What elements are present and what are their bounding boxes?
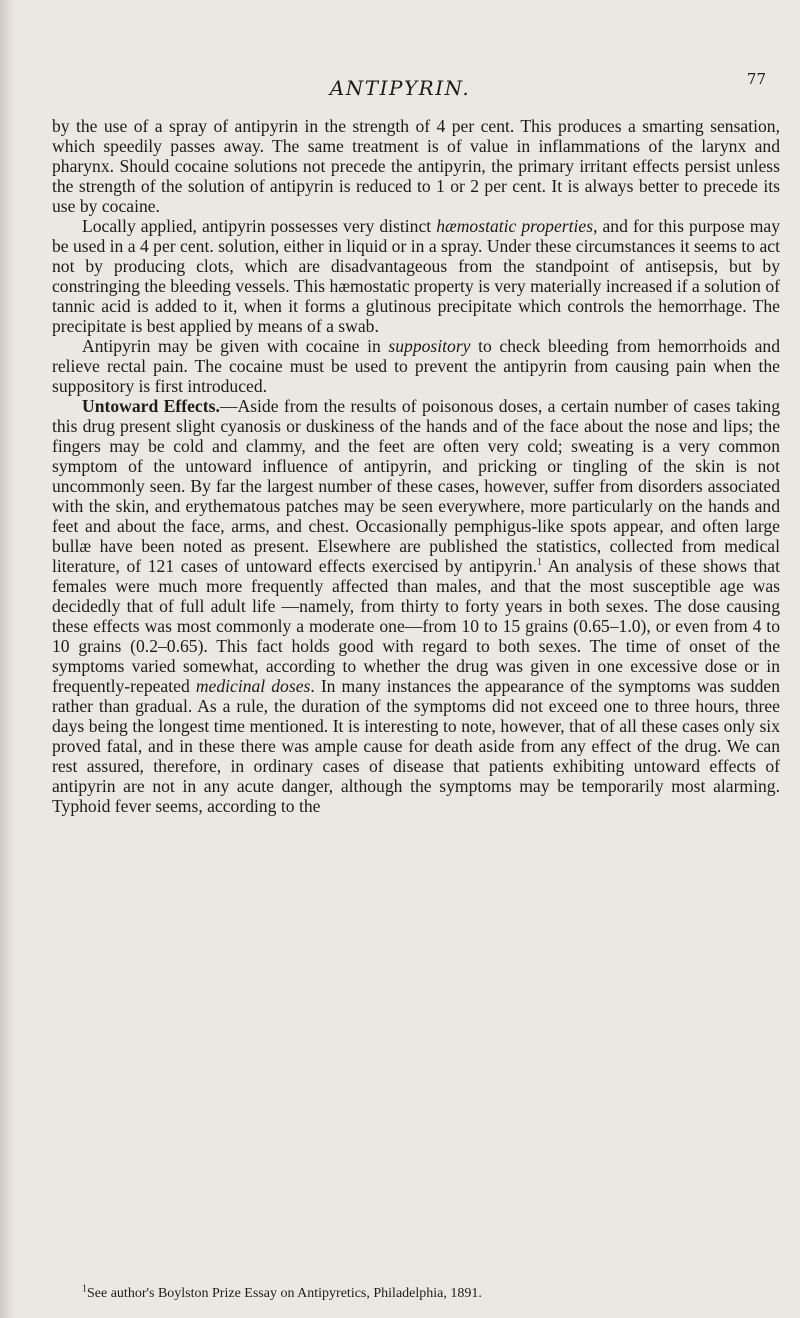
body-text — [52, 116, 780, 816]
footnote-reference: 1 — [537, 557, 543, 569]
footnote-text: See author's Boylston Prize Essay on Antipyretics, Philadelphia, 1891. — [87, 1286, 482, 1301]
running-title: ANTIPYRIN. — [329, 76, 471, 100]
footnote-mark: 1 — [82, 1283, 87, 1295]
paragraph-3: Antipyrin may be given with cocaine in suppository to check bleeding from hemorrhoids and relieve rectal pain. The cocaine must be used to prevent the antipyrin from causing pain when the suppository is first introduced. — [52, 336, 780, 396]
paragraph-1: by the use of a spray of antipyrin in the strength of 4 per cent. This produces a smarting sensation, which speedily passes away. The same treatment is of value in inflammations of the larynx and pharynx. Should cocaine solutions not precede the antipyrin, the primary irritant effects persist unless the strength of the solution of antipyrin is reduced to 1 or 2 per cent. It is always better to precede its use by cocaine. — [52, 116, 780, 216]
section-heading: Untoward Effects. — [82, 396, 220, 416]
page-number: 77 — [746, 70, 766, 88]
footnote — [52, 1283, 780, 1302]
paragraph-2: Locally applied, antipyrin possesses very distinct hæmostatic properties, and for this purpose may be used in a 4 per cent. solution, either in liquid or in a spray. Under these circumstances it seems to act not by producing clots, which are disadvantageous from the standpoint of antisepsis, but by constringing the bleeding vessels. This hæmostatic property is very materially increased if a solution of tannic acid is added to it, when it forms a glutinous precipitate which controls the hemorrhage. The precipitate is best applied by means of a swab. — [52, 216, 780, 336]
italic-term: suppository — [388, 336, 471, 356]
page-header — [0, 70, 800, 104]
italic-term: medicinal doses — [195, 676, 311, 696]
italic-term: hæmostatic properties — [436, 216, 594, 236]
paragraph-4: Untoward Effects.—Aside from the results of poisonous doses, a certain number of cases taking this drug present slight cyanosis or duskiness of the hands and of the face about the nose and lips; the fingers may be cold and clammy, and the feet are often very cold; sweating is a very common symptom of the untoward influence of antipyrin, and pricking or tingling of the skin is not uncommonly seen. By far the largest number of these cases, however, suffer from disorders associated with the skin, and erythematous patches may be seen everywhere, more particularly on the hands and feet and about the face, arms, and chest. Occasionally pemphigus-like spots appear, and often large bullæ have been noted as present. Elsewhere are published the statistics, collected from medical literature, of 121 cases of untoward effects exercised by antipyrin.$^1$ An analysis of these shows that females were much more frequently affected than males, and that the most susceptible age was decidedly that of full adult life —namely, from thirty to forty years in both sexes. The dose causing these effects was most commonly a moderate one—from 10 to 15 grains (0.65–1.0), or even from 4 to 10 grains (0.2–0.65). This fact holds good with regard to both sexes. The time of onset of the symptoms varied somewhat, according to whether the drug was given in one excessive dose or in frequently-repeated medicinal doses. In many instances the appearance of the symptoms was sudden rather than gradual. As a rule, the duration of the symptoms did not exceed one to three hours, three days being the longest time mentioned. It is interesting to note, however, that of all these cases only six proved fatal, and in these there was ample cause for death aside from any effect of the drug. We can rest assured, therefore, in ordinary cases of disease that patients exhibiting untoward effects of antipyrin are not in any acute danger, although the symptoms may be temporarily most alarming. Typhoid fever seems, according to the — [52, 396, 780, 816]
page-edge-shadow — [0, 0, 14, 1318]
